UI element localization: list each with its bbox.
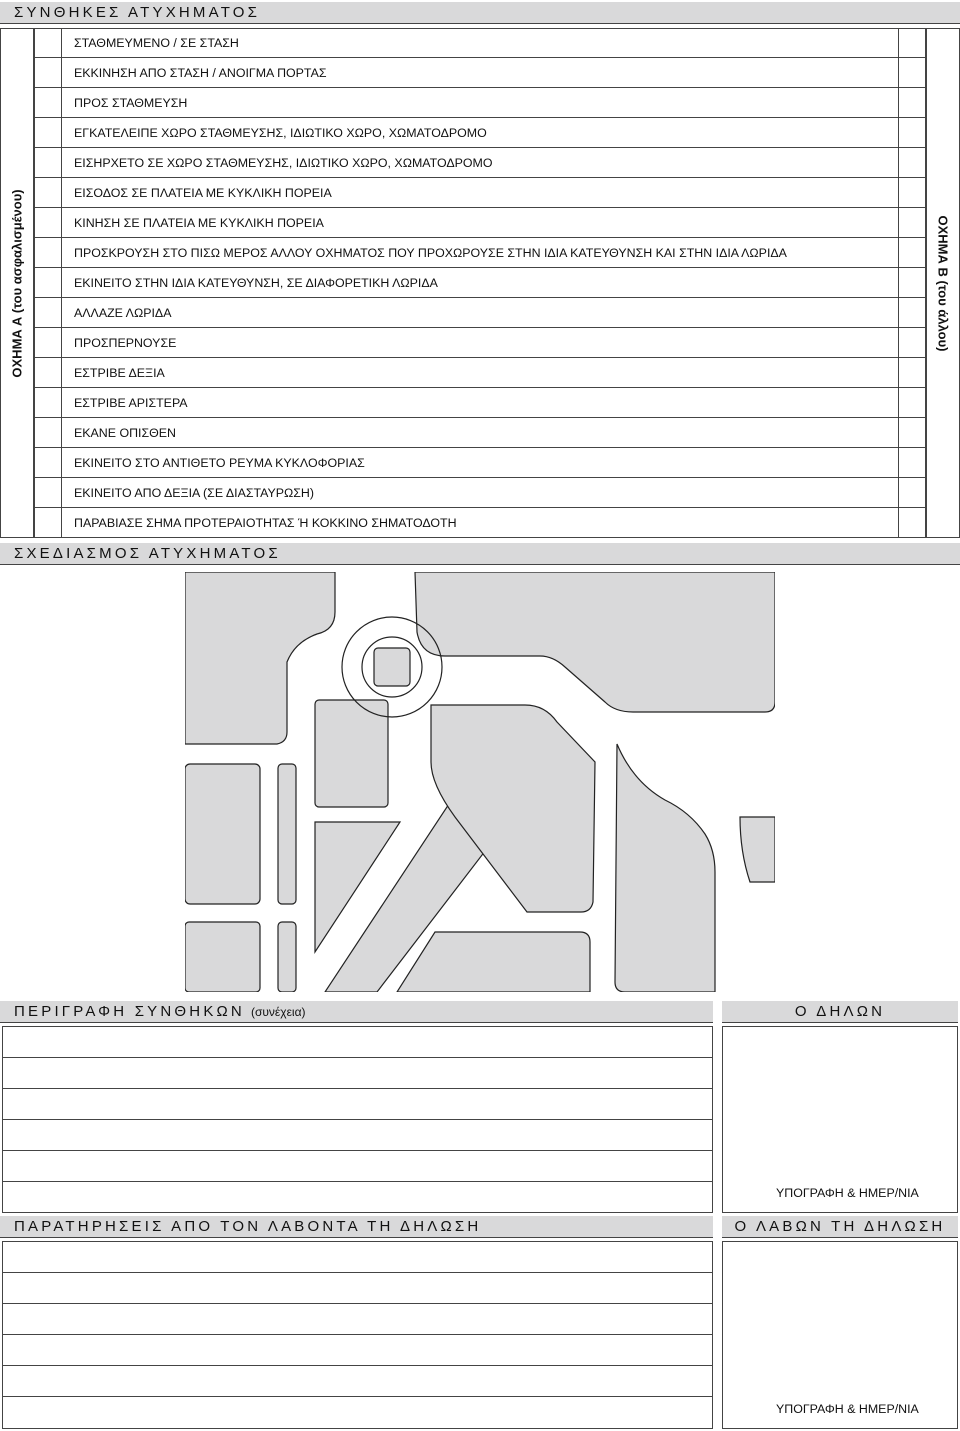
vehicle-a-checkbox[interactable] <box>34 148 62 178</box>
vehicle-b-checkbox[interactable] <box>898 178 926 208</box>
vehicle-a-checkbox[interactable] <box>34 508 62 538</box>
vehicle-b-checkbox[interactable] <box>898 28 926 58</box>
description-title-text: ΠΕΡΙΓΡΑΦΗ ΣΥΝΘΗΚΩΝ <box>14 1003 245 1020</box>
condition-row <box>34 118 926 148</box>
condition-row <box>34 58 926 88</box>
condition-row <box>34 268 926 298</box>
condition-label: ΣΤΑΘΜΕΥΜΕΝΟ / ΣΕ ΣΤΑΣΗ <box>62 28 898 58</box>
vehicle-b-label-text: ΟΧΗΜΑ Β (του άλλου) <box>935 214 951 352</box>
condition-row <box>34 178 926 208</box>
condition-row <box>34 358 926 388</box>
vehicle-a-checkbox[interactable] <box>34 88 62 118</box>
vehicle-b-label <box>926 28 960 538</box>
condition-row <box>34 28 926 58</box>
vehicle-b-checkbox[interactable] <box>898 328 926 358</box>
remarks-line[interactable] <box>3 1273 712 1304</box>
vehicle-a-checkbox[interactable] <box>34 298 62 328</box>
condition-row <box>34 88 926 118</box>
condition-label: ΠΑΡΑΒΙΑΣΕ ΣΗΜΑ ΠΡΟΤΕΡΑΙΟΤΗΤΑΣ Ή ΚΟΚΚΙΝΟ ΣΗΜΑΤΟΔΟΤΗ <box>62 508 898 538</box>
description-line[interactable] <box>3 1027 712 1058</box>
receiver-signature-label: ΥΠΟΓΡΑΦΗ & ΗΜΕΡ/ΝΙΑ <box>776 1402 919 1416</box>
vehicle-b-checkbox[interactable] <box>898 118 926 148</box>
condition-row <box>34 448 926 478</box>
vehicle-a-checkbox[interactable] <box>34 328 62 358</box>
vehicle-a-label-text: ΟΧΗΜΑ Α (του ασφαλισμένου) <box>9 188 25 378</box>
condition-label: ΚΙΝΗΣΗ ΣΕ ΠΛΑΤΕΙΑ ΜΕ ΚΥΚΛΙΚΗ ΠΟΡΕΙΑ <box>62 208 898 238</box>
vehicle-b-checkbox[interactable] <box>898 358 926 388</box>
condition-row <box>34 388 926 418</box>
map-block <box>278 764 296 904</box>
vehicle-b-checkbox[interactable] <box>898 268 926 298</box>
condition-label: ΠΡΟΣΚΡΟΥΣΗ ΣΤΟ ΠΙΣΩ ΜΕΡΟΣ ΑΛΛΟΥ ΟΧΗΜΑΤΟΣ ΠΟΥ ΠΡΟΧΩΡΟΥΣΕ ΣΤΗΝ ΙΔΙΑ ΚΑΤΕΥΘΥΝΣΗ ΚΑΙ ΣΤΗΝ ΙΔΙΑ ΛΩΡΙΔΑ <box>62 238 898 268</box>
receiver-section-title: Ο ΛΑΒΩΝ ΤΗ ΔΗΛΩΣΗ <box>722 1216 958 1238</box>
description-line[interactable] <box>3 1058 712 1089</box>
remarks-line[interactable] <box>3 1335 712 1366</box>
condition-label: ΕΚΑΝΕ ΟΠΙΣΘΕΝ <box>62 418 898 448</box>
condition-label: ΕΙΣΟΔΟΣ ΣΕ ΠΛΑΤΕΙΑ ΜΕ ΚΥΚΛΙΚΗ ΠΟΡΕΙΑ <box>62 178 898 208</box>
accident-sketch-map[interactable] <box>185 572 775 992</box>
condition-row <box>34 478 926 508</box>
vehicle-b-checkbox[interactable] <box>898 448 926 478</box>
remarks-line[interactable] <box>3 1366 712 1397</box>
street-map-illustration <box>185 572 775 992</box>
vehicle-a-label <box>0 28 34 538</box>
condition-label: ΕΚΙΝΕΙΤΟ ΑΠΟ ΔΕΞΙΑ (ΣΕ ΔΙΑΣΤΑΥΡΩΣΗ) <box>62 478 898 508</box>
description-lines[interactable] <box>2 1026 713 1213</box>
declarant-signature-label: ΥΠΟΓΡΑΦΗ & ΗΜΕΡ/ΝΙΑ <box>776 1186 919 1200</box>
map-block <box>315 700 388 807</box>
vehicle-a-checkbox[interactable] <box>34 28 62 58</box>
sketch-section-title: ΣΧΕΔΙΑΣΜΟΣ ΑΤΥΧΗΜΑΤΟΣ <box>0 543 960 565</box>
vehicle-a-checkbox[interactable] <box>34 238 62 268</box>
description-line[interactable] <box>3 1182 712 1213</box>
remarks-line[interactable] <box>3 1304 712 1335</box>
receiver-signature-box[interactable] <box>722 1241 958 1429</box>
vehicle-b-checkbox[interactable] <box>898 208 926 238</box>
vehicle-a-checkbox[interactable] <box>34 118 62 148</box>
condition-label: ΠΡΟΣ ΣΤΑΘΜΕΥΣΗ <box>62 88 898 118</box>
condition-row <box>34 298 926 328</box>
condition-label: ΕΙΣΗΡΧΕΤΟ ΣΕ ΧΩΡΟ ΣΤΑΘΜΕΥΣΗΣ, ΙΔΙΩΤΙΚΟ ΧΩΡΟ, ΧΩΜΑΤΟΔΡΟΜΟ <box>62 148 898 178</box>
description-title-suffix: (συνέχεια) <box>250 1005 306 1019</box>
map-block <box>185 922 260 992</box>
conditions-table <box>0 28 960 538</box>
vehicle-a-checkbox[interactable] <box>34 58 62 88</box>
remarks-lines[interactable] <box>2 1241 713 1429</box>
remarks-line[interactable] <box>3 1242 712 1273</box>
condition-label: ΕΚΙΝΕΙΤΟ ΣΤΟ ΑΝΤΙΘΕΤΟ ΡΕΥΜΑ ΚΥΚΛΟΦΟΡΙΑΣ <box>62 448 898 478</box>
condition-label: ΕΚΚΙΝΗΣΗ ΑΠΟ ΣΤΑΣΗ / ΑΝΟΙΓΜΑ ΠΟΡΤΑΣ <box>62 58 898 88</box>
condition-row <box>34 328 926 358</box>
vehicle-b-checkbox[interactable] <box>898 238 926 268</box>
condition-label: ΕΣΤΡΙΒΕ ΔΕΞΙΑ <box>62 358 898 388</box>
vehicle-a-checkbox[interactable] <box>34 388 62 418</box>
map-roundabout-center <box>374 648 410 686</box>
vehicle-b-checkbox[interactable] <box>898 418 926 448</box>
vehicle-b-checkbox[interactable] <box>898 388 926 418</box>
vehicle-b-checkbox[interactable] <box>898 148 926 178</box>
vehicle-a-checkbox[interactable] <box>34 208 62 238</box>
vehicle-b-checkbox[interactable] <box>898 58 926 88</box>
condition-label: ΕΚΙΝΕΙΤΟ ΣΤΗΝ ΙΔΙΑ ΚΑΤΕΥΘΥΝΣΗ, ΣΕ ΔΙΑΦΟΡΕΤΙΚΗ ΛΩΡΙΔΑ <box>62 268 898 298</box>
remarks-section-title: ΠΑΡΑΤΗΡΗΣΕΙΣ ΑΠΟ ΤΟΝ ΛΑΒΟΝΤΑ ΤΗ ΔΗΛΩΣΗ <box>0 1216 713 1238</box>
declarant-section-title: Ο ΔΗΛΩΝ <box>722 1001 958 1023</box>
conditions-section-title: ΣΥΝΘΗΚΕΣ ΑΤΥΧΗΜΑΤΟΣ <box>0 2 960 24</box>
vehicle-a-checkbox[interactable] <box>34 358 62 388</box>
vehicle-b-checkbox[interactable] <box>898 298 926 328</box>
vehicle-b-checkbox[interactable] <box>898 478 926 508</box>
map-block <box>185 764 260 904</box>
condition-label: ΕΣΤΡΙΒΕ ΑΡΙΣΤΕΡΑ <box>62 388 898 418</box>
condition-label: ΠΡΟΣΠΕΡΝΟΥΣΕ <box>62 328 898 358</box>
description-line[interactable] <box>3 1151 712 1182</box>
map-block <box>278 922 296 992</box>
condition-row <box>34 148 926 178</box>
declarant-signature-box[interactable] <box>722 1026 958 1213</box>
description-section-title <box>0 1001 713 1023</box>
vehicle-b-checkbox[interactable] <box>898 508 926 538</box>
remarks-line[interactable] <box>3 1397 712 1428</box>
condition-row <box>34 208 926 238</box>
condition-label: ΕΓΚΑΤΕΛΕΙΠΕ ΧΩΡΟ ΣΤΑΘΜΕΥΣΗΣ, ΙΔΙΩΤΙΚΟ ΧΩΡΟ, ΧΩΜΑΤΟΔΡΟΜΟ <box>62 118 898 148</box>
vehicle-a-checkbox[interactable] <box>34 478 62 508</box>
condition-row <box>34 418 926 448</box>
vehicle-b-checkbox[interactable] <box>898 88 926 118</box>
description-line[interactable] <box>3 1120 712 1151</box>
condition-row <box>34 238 926 268</box>
description-line[interactable] <box>3 1089 712 1120</box>
vehicle-a-checkbox[interactable] <box>34 268 62 298</box>
vehicle-a-checkbox[interactable] <box>34 178 62 208</box>
vehicle-a-checkbox[interactable] <box>34 448 62 478</box>
vehicle-a-checkbox[interactable] <box>34 418 62 448</box>
condition-row <box>34 508 926 538</box>
condition-label: ΑΛΛΑΖΕ ΛΩΡΙΔΑ <box>62 298 898 328</box>
